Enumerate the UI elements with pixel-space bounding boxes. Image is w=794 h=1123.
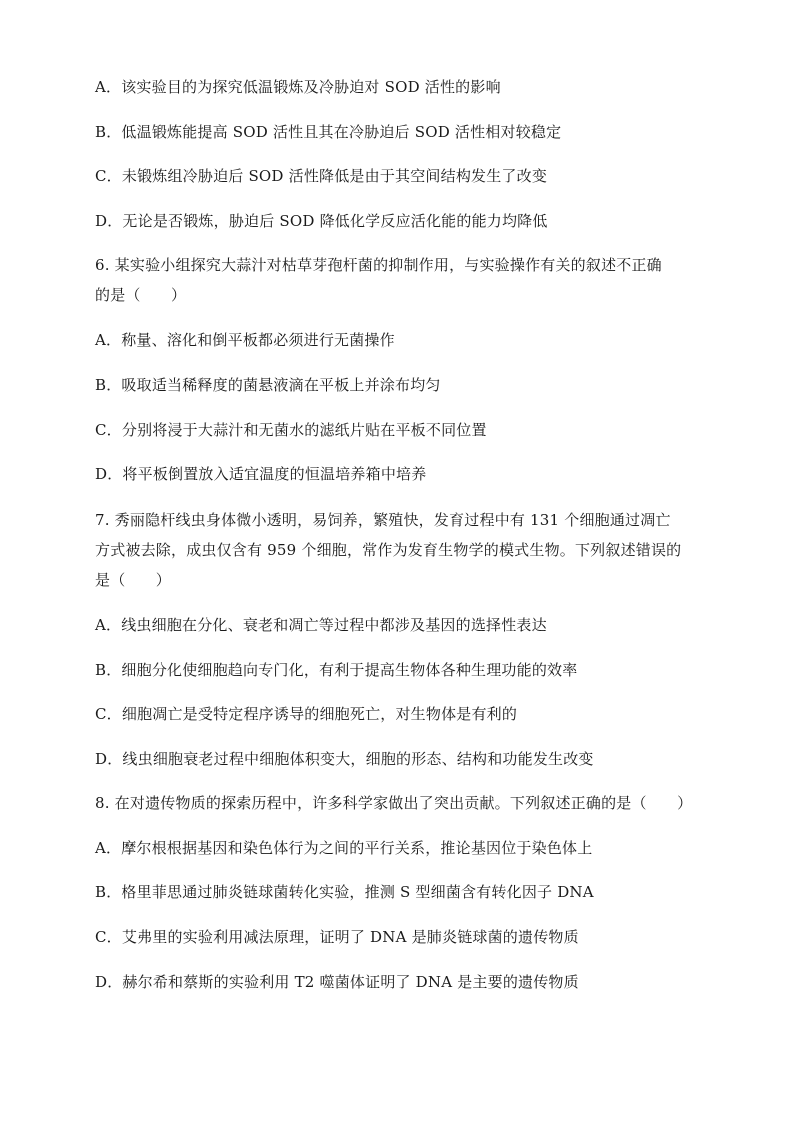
q8-option-d: D．赫尔希和蔡斯的实验利用 T2 噬菌体证明了 DNA 是主要的遗传物质 — [95, 973, 579, 991]
q6-option-a: A．称量、溶化和倒平板都必须进行无菌操作 — [95, 331, 395, 349]
q7-option-c: C．细胞凋亡是受特定程序诱导的细胞死亡，对生物体是有利的 — [95, 705, 518, 723]
q7-option-b: B．细胞分化使细胞趋向专门化，有利于提高生物体各种生理功能的效率 — [95, 661, 578, 679]
q6-option-d: D．将平板倒置放入适宜温度的恒温培养箱中培养 — [95, 465, 427, 483]
q5-option-b: B．低温锻炼能提高 SOD 活性且其在冷胁迫后 SOD 活性相对较稳定 — [95, 123, 562, 141]
q7-option-d: D．线虫细胞衰老过程中细胞体积变大，细胞的形态、结构和功能发生改变 — [95, 750, 594, 768]
q5-option-c: C．未锻炼组冷胁迫后 SOD 活性降低是由于其空间结构发生了改变 — [95, 167, 548, 185]
q7-stem-line-1: 7. 秀丽隐杆线虫身体微小透明，易饲养，繁殖快，发育过程中有 131 个细胞通过凋亡 — [95, 511, 671, 529]
q8-stem: 8. 在对遗传物质的探索历程中，许多科学家做出了突出贡献。下列叙述正确的是（ ） — [95, 794, 693, 812]
q6-stem-line-2: 的是（ ） — [95, 286, 187, 304]
q7-stem-line-3: 是（ ） — [95, 571, 172, 589]
q6-option-c: C．分别将浸于大蒜汁和无菌水的滤纸片贴在平板不同位置 — [95, 421, 487, 439]
q5-option-d: D．无论是否锻炼，胁迫后 SOD 降低化学反应活化能的能力均降低 — [95, 212, 548, 230]
q8-option-a: A．摩尔根根据基因和染色体行为之间的平行关系，推论基因位于染色体上 — [95, 839, 593, 857]
q7-stem-line-2: 方式被去除，成虫仅含有 959 个细胞，常作为发育生物学的模式生物。下列叙述错误的 — [95, 541, 682, 559]
q6-option-b: B．吸取适当稀释度的菌悬液滴在平板上并涂布均匀 — [95, 376, 441, 394]
q6-stem-line-1: 6. 某实验小组探究大蒜汁对枯草芽孢杆菌的抑制作用，与实验操作有关的叙述不正确 — [95, 256, 662, 274]
q8-option-c: C．艾弗里的实验利用减法原理，证明了 DNA 是肺炎链球菌的遗传物质 — [95, 928, 579, 946]
q7-option-a: A．线虫细胞在分化、衰老和凋亡等过程中都涉及基因的选择性表达 — [95, 616, 547, 634]
q5-option-a: A．该实验目的为探究低温锻炼及冷胁迫对 SOD 活性的影响 — [95, 78, 501, 96]
q8-option-b: B．格里菲思通过肺炎链球菌转化实验，推测 S 型细菌含有转化因子 DNA — [95, 883, 594, 901]
